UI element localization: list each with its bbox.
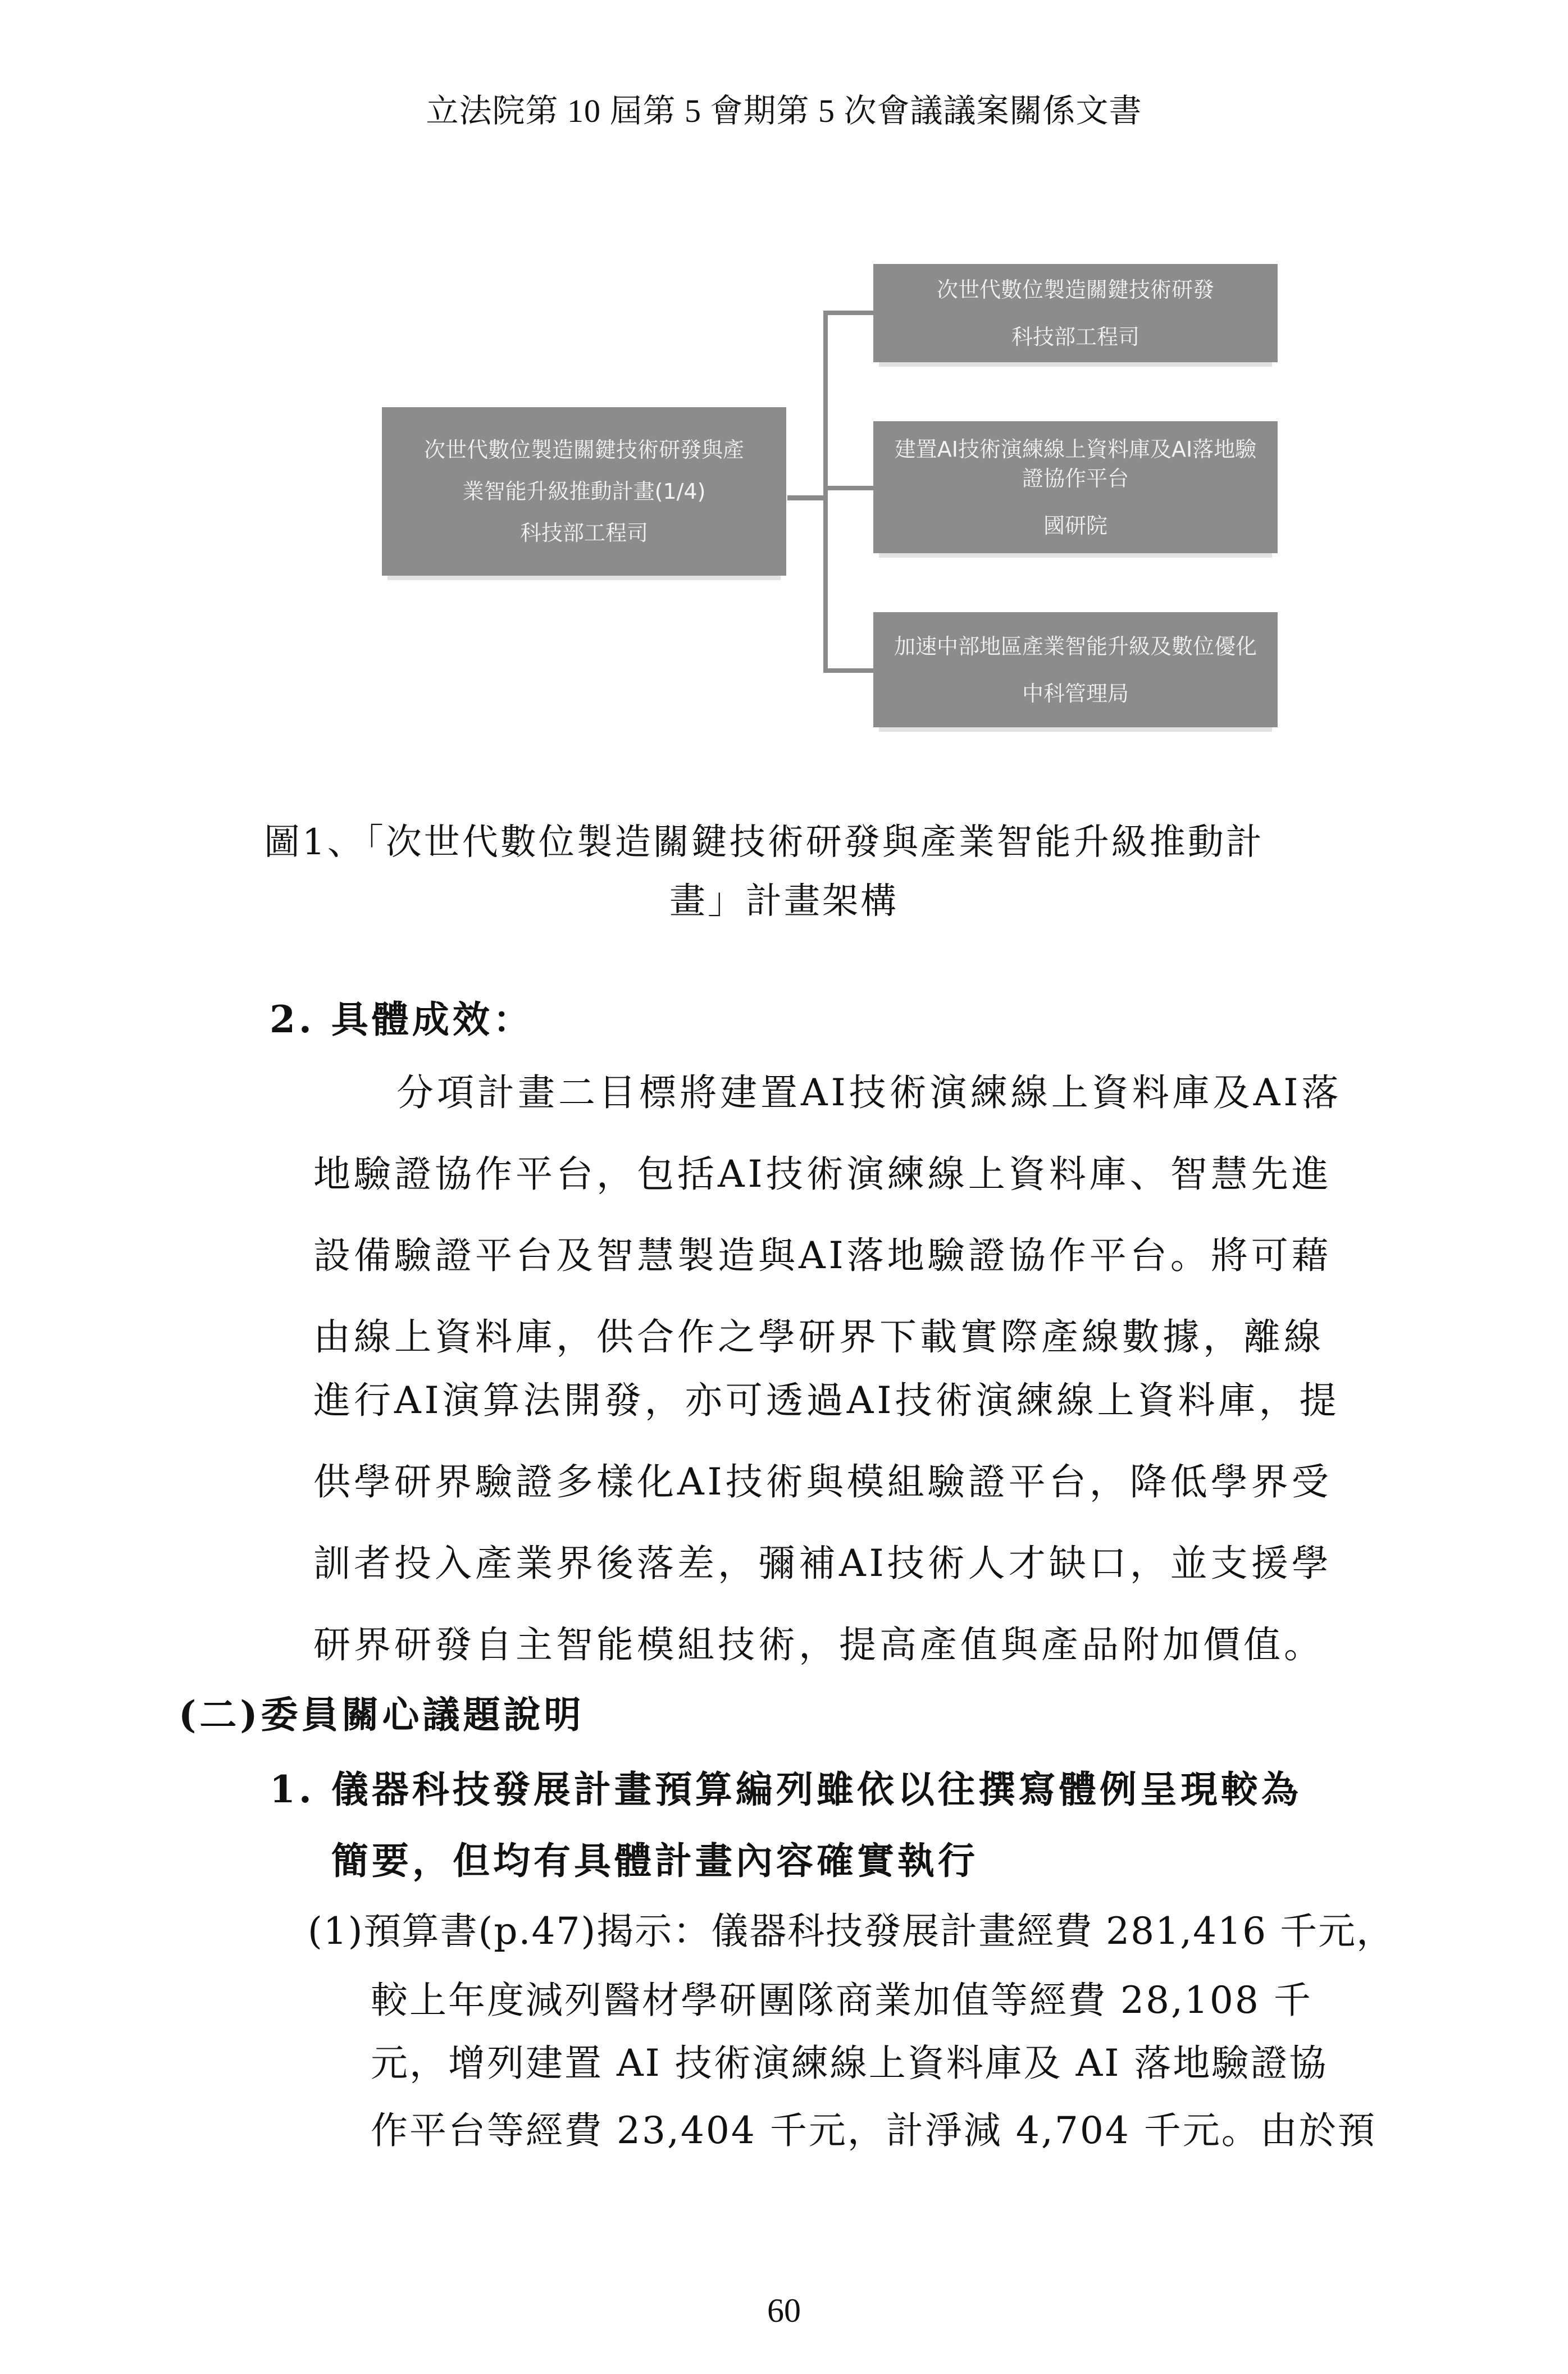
- paragraph-line: 供學研界驗證多樣化AI技術與模組驗證平台，降低學界受: [313, 1460, 1332, 1503]
- diagram-child-box-3: [873, 612, 1278, 727]
- child-1-agency: 科技部工程司: [1011, 324, 1139, 349]
- document-header: 立法院第 10 屆第 5 會期第 5 次會議議案關係文書: [426, 93, 1142, 129]
- child-2-agency: 國研院: [1043, 513, 1107, 538]
- child-3-agency: 中科管理局: [1022, 681, 1129, 706]
- connector-branch-2: [823, 486, 874, 490]
- figure-caption-line2: 畫」計畫架構: [669, 881, 899, 922]
- root-agency: 科技部工程司: [519, 521, 648, 545]
- sub-item-line: (1)預算書(p.47)揭示：儀器科技發展計畫經費 281,416 千元，: [308, 1910, 1395, 1953]
- child-3-title: 加速中部地區產業智能升級及數位優化: [894, 634, 1257, 659]
- child-2-title-line1: 建置AI技術演練線上資料庫及AI落地驗: [894, 436, 1257, 462]
- figure-caption-line1: 圖1、「次世代數位製造關鍵技術研發與產業智能升級推動計: [264, 822, 1264, 863]
- paragraph-line: 地驗證協作平台，包括AI技術演練線上資料庫、智慧先進: [313, 1152, 1332, 1196]
- paragraph-line: 由線上資料庫，供合作之學研界下載實際產線數據，離線: [313, 1315, 1324, 1359]
- paragraph-line: 研界研發自主智能模組技術，提高產值與產品附加價值。: [313, 1623, 1324, 1666]
- diagram-root-box: [382, 407, 786, 576]
- child-1-title: 次世代數位製造關鍵技術研發: [936, 277, 1214, 302]
- connector-branch-1: [823, 311, 874, 315]
- paragraph-line: 進行AI演算法開發，亦可透過AI技術演練線上資料庫，提: [313, 1379, 1340, 1422]
- paragraph-line: 訓者投入產業界後落差，彌補AI技術人才缺口，並支援學: [313, 1542, 1332, 1585]
- connector-vertical: [823, 311, 828, 673]
- root-title-line1: 次世代數位製造關鍵技術研發與產: [423, 438, 744, 462]
- child-2-title-line2: 證協作平台: [1022, 466, 1129, 491]
- diagram-child-box-2: [873, 421, 1278, 553]
- paragraph-line: 分項計畫二目標將建置AI技術演練線上資料庫及AI落: [396, 1071, 1342, 1114]
- section-heading-concrete-results: 2. 具體成效：: [270, 997, 534, 1041]
- diagram-child-box-1: [873, 264, 1278, 362]
- item-1-heading-line2: 簡要，但均有具體計畫內容確實執行: [331, 1839, 978, 1883]
- page-number: 60: [767, 2292, 801, 2329]
- sub-item-line: 元，增列建置 AI 技術演練線上資料庫及 AI 落地驗證協: [371, 2042, 1328, 2085]
- connector-root-stub: [787, 495, 826, 500]
- root-title-line2: 業智能升級推動計畫(1/4): [462, 479, 706, 504]
- sub-item-line: 較上年度減列醫材學研團隊商業加值等經費 28,108 千: [371, 1979, 1312, 2022]
- item-1-heading-line1: 1. 儀器科技發展計畫預算編列雖依以往撰寫體例呈現較為: [270, 1767, 1302, 1811]
- sub-item-line: 作平台等經費 23,404 千元，計淨減 4,704 千元。由於預: [371, 2109, 1376, 2152]
- connector-branch-3: [823, 668, 874, 673]
- section-heading-committee-concerns: (二)委員關心議題說明: [179, 1693, 585, 1737]
- paragraph-line: 設備驗證平台及智慧製造與AI落地驗證協作平台。將可藉: [313, 1234, 1332, 1277]
